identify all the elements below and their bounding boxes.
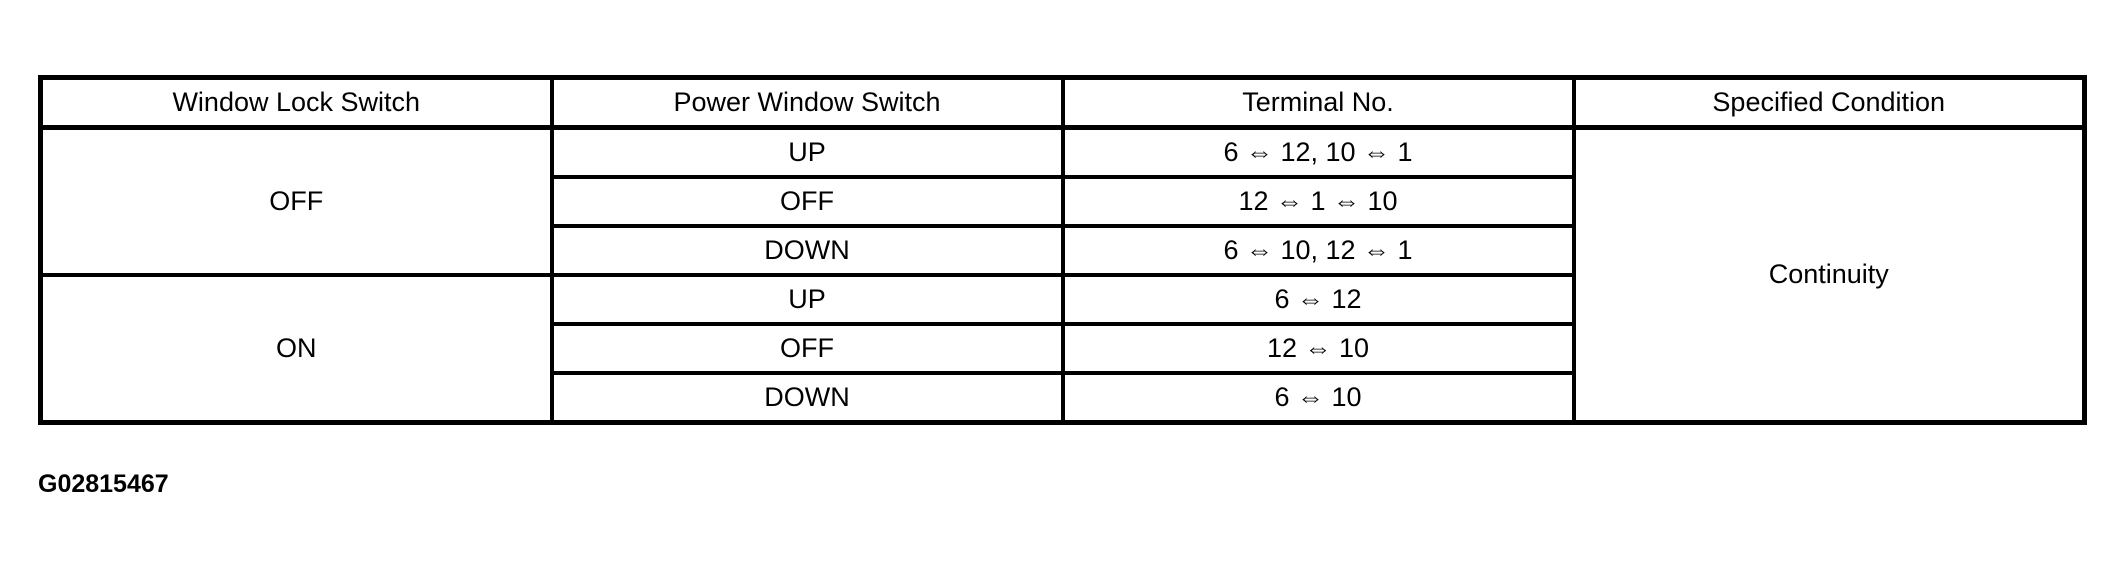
cell-terminal-no: 6 ⇔ 10 bbox=[1063, 373, 1574, 423]
cell-power-window-up: UP bbox=[552, 275, 1063, 324]
cell-specified-condition: Continuity bbox=[1574, 128, 2085, 423]
header-terminal-no: Terminal No. bbox=[1063, 78, 1574, 128]
cell-terminal-no: 6 ⇔ 10, 12 ⇔ 1 bbox=[1063, 226, 1574, 275]
cell-power-window-off: OFF bbox=[552, 324, 1063, 373]
figure-id-label: G02815467 bbox=[38, 470, 169, 498]
table-row bbox=[41, 128, 2085, 178]
cell-window-lock-on: ON bbox=[41, 275, 552, 423]
header-specified-condition: Specified Condition bbox=[1574, 78, 2085, 128]
continuity-spec-table bbox=[38, 75, 2087, 425]
cell-terminal-no: 12 ⇔ 10 bbox=[1063, 324, 1574, 373]
cell-power-window-up: UP bbox=[552, 128, 1063, 178]
header-row bbox=[41, 78, 2085, 128]
cell-power-window-down: DOWN bbox=[552, 373, 1063, 423]
cell-window-lock-off: OFF bbox=[41, 128, 552, 276]
cell-terminal-no: 6 ⇔ 12, 10 ⇔ 1 bbox=[1063, 128, 1574, 178]
cell-terminal-no: 6 ⇔ 12 bbox=[1063, 275, 1574, 324]
header-power-window-switch: Power Window Switch bbox=[552, 78, 1063, 128]
cell-terminal-no: 12 ⇔ 1 ⇔ 10 bbox=[1063, 177, 1574, 226]
cell-power-window-down: DOWN bbox=[552, 226, 1063, 275]
header-window-lock-switch: Window Lock Switch bbox=[41, 78, 552, 128]
cell-power-window-off: OFF bbox=[552, 177, 1063, 226]
